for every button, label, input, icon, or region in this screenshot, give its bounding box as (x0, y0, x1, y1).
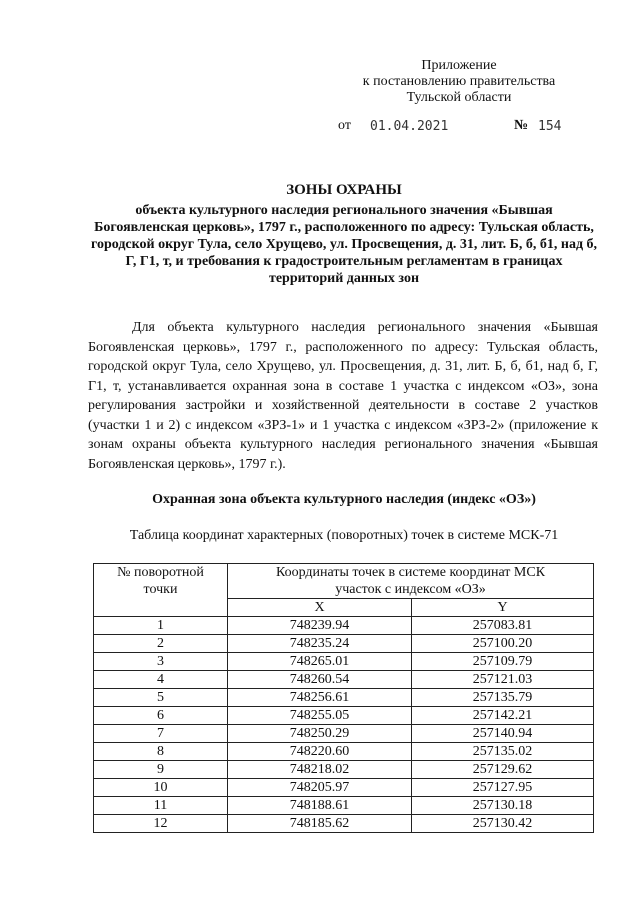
table-row (94, 617, 594, 635)
point-number-cell: 12 (94, 815, 228, 833)
x-coordinate-cell: 748260.54 (228, 671, 412, 689)
x-coordinate-cell: 748185.62 (228, 815, 412, 833)
y-coordinate-cell: 257129.62 (412, 761, 594, 779)
y-coordinate-cell: 257130.18 (412, 797, 594, 815)
decree-date: 01.04.2021 (370, 119, 449, 134)
number-label: № (514, 118, 529, 133)
header-point-number (94, 564, 228, 617)
table-row (94, 743, 594, 761)
point-number-cell: 5 (94, 689, 228, 707)
x-coordinate-cell: 748255.05 (228, 707, 412, 725)
appendix-block (330, 58, 588, 106)
body-paragraph: Для объекта культурного наследия регионального значения «Бывшая Богоявленская церковь», 1797 г., расположенного по адресу: Тульская область, городской округ Тула, село Хрущево, ул. Просвещения, д. 31, лит. Б, б, б1, над б, Г, Г1, т, устанавливается охранная зона в составе 1 участка с индексом «ОЗ», зона регулирования застройки и хозяйственной деятельности в составе 2 участков (участки 1 и 2) с индексом «ЗРЗ-1» и 1 участка с индексом «ЗРЗ-2» (приложение к зонам охраны объекта культурного наследия регионального значения «Бывшая Богоявленская церковь», 1797 г.). (88, 320, 598, 472)
x-coordinate-cell: 748250.29 (228, 725, 412, 743)
table-row (94, 671, 594, 689)
point-number-cell: 11 (94, 797, 228, 815)
point-number-cell: 9 (94, 761, 228, 779)
section-title: Охранная зона объекта культурного наследия (индекс «ОЗ») (152, 492, 536, 507)
x-coordinate-cell: 748220.60 (228, 743, 412, 761)
table-caption: Таблица координат характерных (поворотных) точек в системе МСК-71 (129, 528, 559, 543)
x-coordinate-cell: 748188.61 (228, 797, 412, 815)
y-coordinate-cell: 257140.94 (412, 725, 594, 743)
point-number-cell: 6 (94, 707, 228, 725)
table-row (94, 779, 594, 797)
point-number-cell: 2 (94, 635, 228, 653)
x-coordinate-cell: 748235.24 (228, 635, 412, 653)
table-row (94, 689, 594, 707)
x-coordinate-cell: 748256.61 (228, 689, 412, 707)
document-title (88, 182, 600, 287)
point-number-cell: 4 (94, 671, 228, 689)
y-coordinate-cell: 257135.02 (412, 743, 594, 761)
appendix-line: Приложение (421, 58, 497, 73)
y-coordinate-cell: 257100.20 (412, 635, 594, 653)
x-coordinate-cell: 748239.94 (228, 617, 412, 635)
table-row (94, 725, 594, 743)
decree-number: 154 (538, 119, 562, 134)
table-row (94, 797, 594, 815)
table-row (94, 815, 594, 833)
x-coordinate-cell: 748205.97 (228, 779, 412, 797)
y-coordinate-cell: 257135.79 (412, 689, 594, 707)
point-number-cell: 7 (94, 725, 228, 743)
header-coordinates: Координаты точек в системе координат МСК (228, 564, 594, 582)
point-number-cell: 1 (94, 617, 228, 635)
point-number-cell: 3 (94, 653, 228, 671)
y-coordinate-cell: 257142.21 (412, 707, 594, 725)
x-coordinate-cell: 748218.02 (228, 761, 412, 779)
header-x: X (228, 599, 412, 617)
appendix-line: Тульской области (406, 90, 512, 105)
coordinates-table (93, 563, 594, 833)
y-coordinate-cell: 257127.95 (412, 779, 594, 797)
point-number-cell: 10 (94, 779, 228, 797)
y-coordinate-cell: 257121.03 (412, 671, 594, 689)
table-row (94, 653, 594, 671)
table-row (94, 707, 594, 725)
header-y: Y (412, 599, 594, 617)
header-plot: участок с индексом «ОЗ» (228, 581, 594, 599)
title-subtitle: объекта культурного наследия регионального значения «Бывшая Богоявленская церковь», 1797 г., расположенного по адресу: Тульская область, городской округ Тула, село Хрущево, ул. Просвещения, д. 31, лит. Б, б, б1, над б, Г, Г1, т, и требования к градостроительным регламентам в границах территорий данных зон (90, 203, 598, 286)
title-main: ЗОНЫ ОХРАНЫ (286, 182, 402, 198)
y-coordinate-cell: 257109.79 (412, 653, 594, 671)
table-row (94, 635, 594, 653)
header-point-line: точки (143, 582, 178, 597)
y-coordinate-cell: 257083.81 (412, 617, 594, 635)
table-row (94, 761, 594, 779)
appendix-line: к постановлению правительства (362, 74, 556, 89)
point-number-cell: 8 (94, 743, 228, 761)
y-coordinate-cell: 257130.42 (412, 815, 594, 833)
x-coordinate-cell: 748265.01 (228, 653, 412, 671)
header-point-line: № поворотной (117, 565, 204, 580)
date-prefix: от (338, 118, 351, 133)
table-body (94, 617, 594, 833)
